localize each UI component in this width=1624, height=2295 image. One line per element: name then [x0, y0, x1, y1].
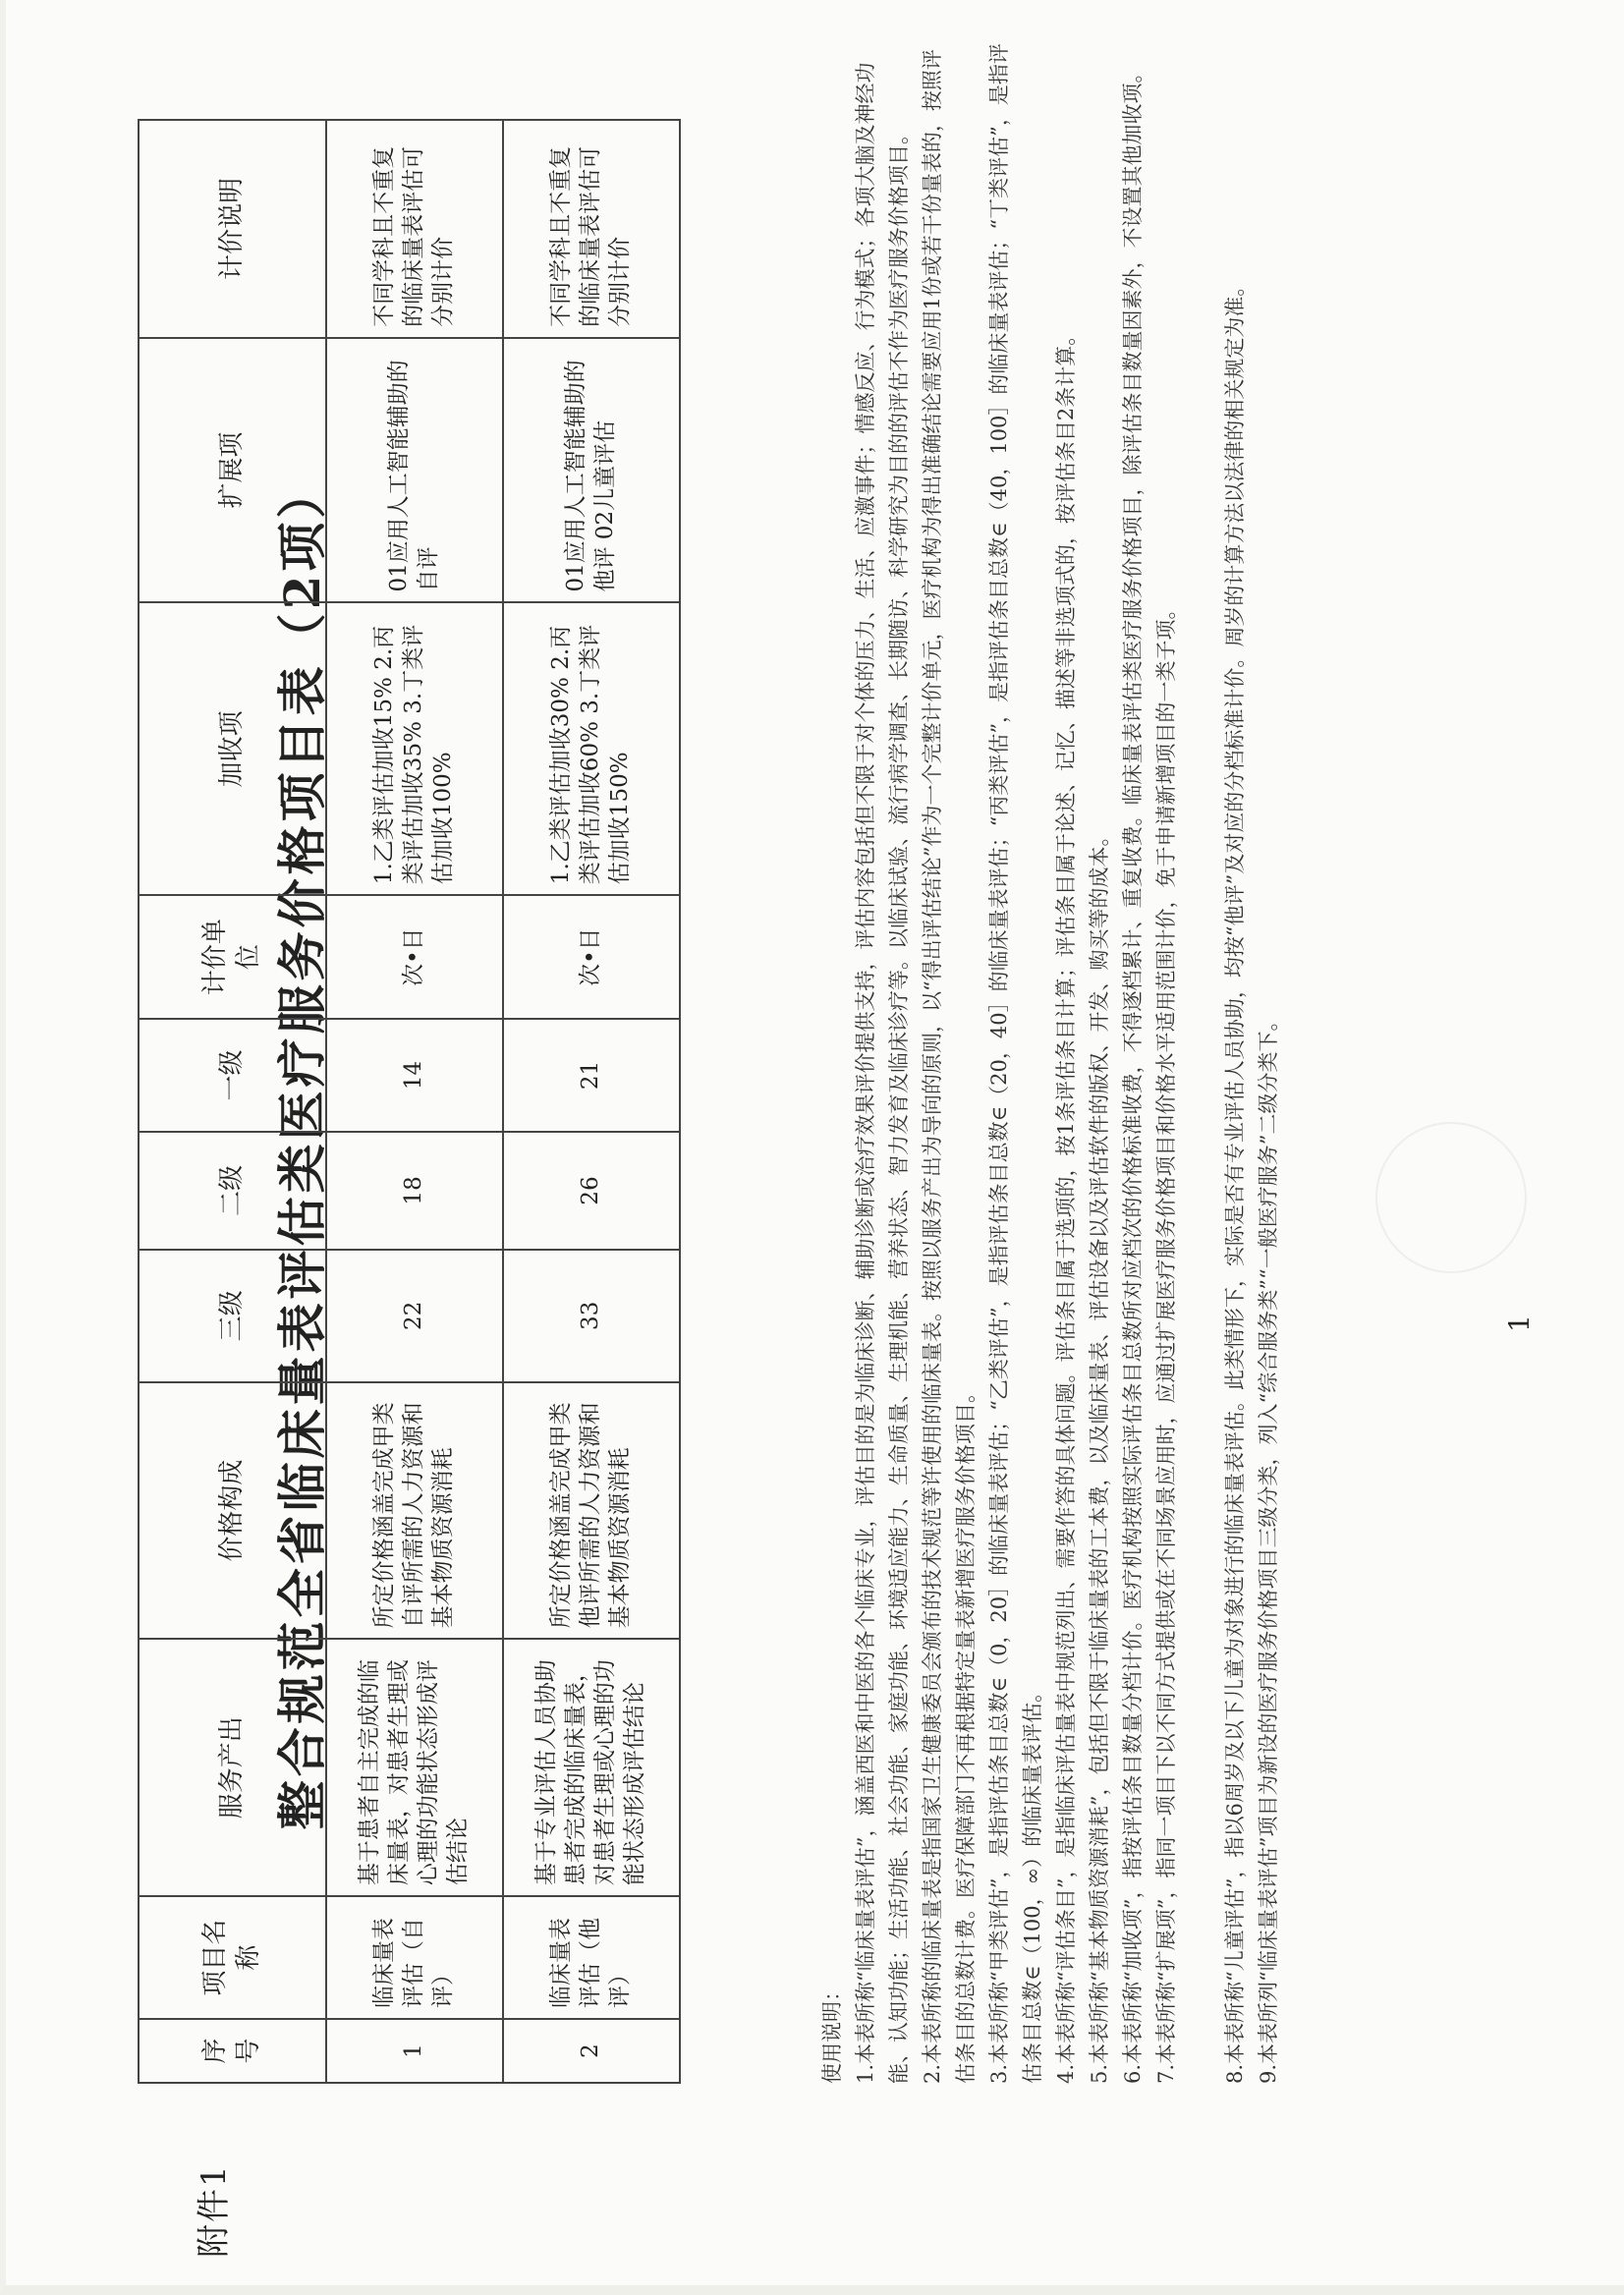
- header-level1: 一级: [139, 1019, 326, 1132]
- notes-heading: 使用说明：: [820, 1981, 844, 2084]
- cell-name: 临床量表评估（自评）: [326, 1896, 503, 2019]
- annex-label: 附件1: [195, 2163, 234, 2258]
- cell-surcharge: 1.乙类评估加收30% 2.丙类评估加收60% 3.丁类评估加收150%: [503, 603, 680, 896]
- cell-level2: 26: [503, 1132, 680, 1250]
- cell-unit: 次•日: [326, 895, 503, 1019]
- cell-level3: 33: [503, 1250, 680, 1382]
- note-item: 8.本表所称“儿童评估”，指以6周岁及以下儿童为对象进行的临床量表评估。此类情形下，实际是否有专业评估人员协助，均按“他评”及对应的分档标准计价。周岁的计算方法以法律的相关规定为准。: [1223, 275, 1247, 2084]
- note-item: 9.本表所列“临床量表评估”项目为新设的医疗服务价格项目三级分类，列入“综合服务类”“一般医疗服务”二级分类下。: [1257, 1010, 1280, 2084]
- note-item: 5.本表所称“基本物质资源消耗”，包括但不限于临床量表的工本费，以及临床量表、评估设备以及评估软件的版权、开发、购买等的成本。: [1088, 825, 1111, 2084]
- cell-extension: 01应用人工智能辅助的他评 02儿童评估: [503, 338, 680, 603]
- header-level3: 三级: [139, 1250, 326, 1382]
- header-composition: 价格构成: [139, 1382, 326, 1640]
- cell-level3: 22: [326, 1250, 503, 1382]
- header-extension: 扩展项: [139, 338, 326, 603]
- cell-level1: 21: [503, 1019, 680, 1132]
- cell-composition: 所定价格涵盖完成甲类他评所需的人力资源和基本物质资源消耗: [503, 1382, 680, 1640]
- cell-output: 基于专业评估人员协助患者完成的临床量表，对患者生理或心理的功能状态形成评估结论: [503, 1639, 680, 1896]
- usage-notes: [815, 40, 1285, 2084]
- note-item: 3.本表所称“甲类评估”，是指评估条目总数∈（0，20］的临床量表评估；“乙类评估”，是指评估条目总数∈（20，40］的临床量表评估；“丙类评估”，是指评估条目总数∈（40，100］的临床量表评估；“丁类评估”，是指评估条目总数∈（100，∞）的临床量表评估。: [987, 43, 1044, 2084]
- cell-extension: 01应用人工智能辅助的自评: [326, 338, 503, 603]
- cell-note: 不同学科且不重复的临床量表评估可分别计价: [326, 120, 503, 338]
- cell-composition: 所定价格涵盖完成甲类自评所需的人力资源和基本物质资源消耗: [326, 1382, 503, 1640]
- cell-no: 2: [503, 2019, 680, 2083]
- document-title: 整合规范全省临床量表评估类医疗服务价格项目表（2项）: [273, 465, 331, 1830]
- table-row: [326, 120, 503, 2083]
- cell-level2: 18: [326, 1132, 503, 1250]
- header-unit: 计价单位: [139, 895, 326, 1019]
- header-name: 项目名称: [139, 1896, 326, 2019]
- table-header-row: [139, 120, 326, 2083]
- note-item: 7.本表所称“扩展项”，指同一项目下以不同方式提供或在不同场景应用时，应通过扩展医疗服务价格项目和价格水平适用范围计价，免于申请新增项目的一类子项。: [1154, 598, 1178, 2084]
- cell-level1: 14: [326, 1019, 503, 1132]
- cell-note: 不同学科且不重复的临床量表评估可分别计价: [503, 120, 680, 338]
- header-output: 服务产出: [139, 1639, 326, 1896]
- cell-name: 临床量表评估（他评）: [503, 1896, 680, 2019]
- header-note: 计价说明: [139, 120, 326, 338]
- cell-surcharge: 1.乙类评估加收15% 2.丙类评估加收35% 3.丁类评估加收100%: [326, 603, 503, 896]
- note-item: 6.本表所称“加收项”，指按评估条目数量分档计价。医疗机构按照实际评估条目总数所对应档次的价格标准收费，不得逐档累计、重复收费。临床量表评估类医疗服务价格项目，除评估条目数量因素外，不设置其他加收项。: [1121, 62, 1145, 2084]
- note-item: 2.本表所称的临床量表是指国家卫生健康委员会颁布的技术规范等许使用的临床量表。按照以服务产出为导向的原则，以“得出评估结论”作为一个完整计价单元，医疗机构为得出准确结论需要应用1份或若干份量表的，按照评估条目的总数计费。医疗保障部门不再根据特定量表新增医疗服务价格项目。: [921, 49, 978, 2084]
- faint-seal-mark: [1375, 1122, 1527, 1273]
- cell-unit: 次•日: [503, 895, 680, 1019]
- cell-no: 1: [326, 2019, 503, 2083]
- header-surcharge: 加收项: [139, 603, 326, 896]
- cell-output: 基于患者自主完成的临床量表，对患者生理或心理的功能状态形成评估结论: [326, 1639, 503, 1896]
- header-level2: 二级: [139, 1132, 326, 1250]
- note-item: 1.本表所称“临床量表评估”，涵盖西医和中医的各个临床专业，评估目的是为临床诊断、辅助诊断或治疗效果评价提供支持，评估内容包括但不限于对个体的压力、生活、应激事件；情感反应、行为模式；各项大脑及神经功能、认知功能；生活功能、社会功能、家庭功能、环境适应能力、生命质量、生理机能、营养状态、智力发育及临床诊疗等。以临床试验、流行病学调查、长期随访、科学研究为目的的评估不作为医疗服务价格项目。: [854, 62, 911, 2084]
- page-number: 1: [1503, 1315, 1536, 1332]
- table-row: [503, 120, 680, 2083]
- note-item: 4.本表所称“评估条目”，是指临床评估量表中规范列出、需要作答的具体问题。评估条目属于选项的，按1条评估条目计算；评估条目属于论述、记忆、描述等非选项式的，按评估条目2条计算。: [1054, 324, 1078, 2084]
- header-no: 序号: [139, 2019, 326, 2083]
- price-table: [138, 119, 681, 2084]
